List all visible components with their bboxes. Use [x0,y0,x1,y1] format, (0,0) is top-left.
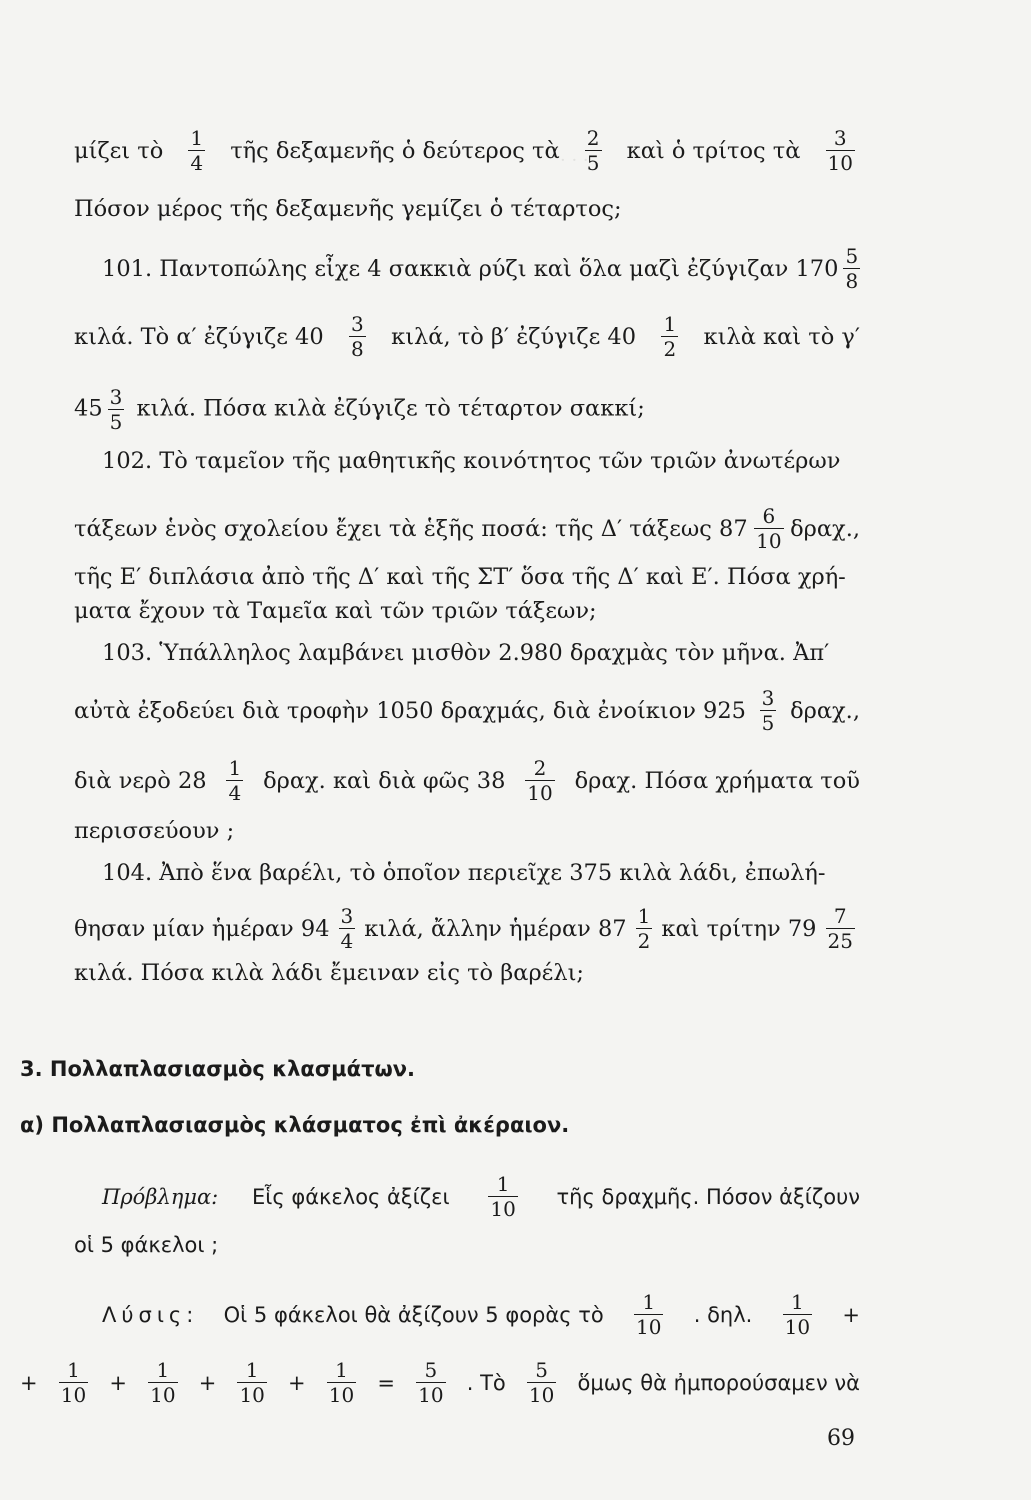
fraction: $\frac{3}{5}$ [109,385,123,434]
fraction: $\frac{1}{10}$ [636,1290,662,1339]
fraction: $\frac{1}{4}$ [228,756,242,805]
bleed-through-text: · · · [560,150,589,171]
text-line-4: κιλά. Τὸ α′ ἐζύγιζε 40 $\frac{3}{8}$ κιλά, τὸ β′ ἐζύγιζε 40 $\frac{1}{2}$ κιλὰ καὶ τὸ γ′ [74,312,860,361]
fraction: $\frac{2}{10}$ [527,756,553,805]
fraction: $\frac{1}{10}$ [60,1358,87,1407]
problem-statement-cont: οἱ 5 φάκελοι ; [74,1233,219,1257]
text-line-9: ματα ἔχουν τὰ Ταμεῖα καὶ τῶν τριῶν τάξεων; [74,598,597,624]
fraction: $\frac{5}{10}$ [528,1358,555,1407]
fraction: $\frac{1}{4}$ [190,126,204,175]
fraction: $\frac{1}{2}$ [663,312,677,361]
section-title: 3. Πολλαπλασιασμὸς κλασμάτων. [20,1057,416,1081]
text-line-13: περισσεύουν ; [74,818,235,844]
text-line-2: Πόσον μέρος τῆς δεξαμενῆς γεμίζει ὁ τέταρτος; [74,196,622,222]
problem-104: 104. Ἀπὸ ἕνα βαρέλι, τὸ ὁποῖον περιεῖχε 375 κιλὰ λάδι, ἐπωλή- [102,860,826,886]
problem-102: 102. Τὸ ταμεῖον τῆς μαθητικῆς κοινότητος τῶν τριῶν ἀνωτέρων [102,448,841,474]
fraction: $\frac{1}{2}$ [637,904,651,953]
problem-101: 101. Παντοπώλης εἶχε 4 σακκιὰ ρύζι καὶ ὅλα μαζὶ ἐζύγιζαν 170 $\frac{5}{8}$ [102,244,859,293]
fraction: $\frac{1}{10}$ [328,1358,355,1407]
text-line-16: κιλά. Πόσα κιλὰ λάδι ἔμειναν εἰς τὸ βαρέλι; [74,960,584,986]
problem-statement: Πρόβλημα: Εἷς φάκελος ἀξίζει $\frac{1}{10}$ τῆς δραχμῆς. Πόσον ἀξίζουν [102,1172,860,1221]
fraction: $\frac{3}{10}$ [827,126,853,175]
solution-line-1: Λύσις: Οἱ 5 φάκελοι θὰ ἀξίζουν 5 φορὰς τὸ $\frac{1}{10}$ . δηλ. $\frac{1}{10}$ + [102,1290,860,1339]
fraction: $\frac{7}{25}$ [827,904,853,953]
text-line-7: τάξεων ἑνὸς σχολείου ἔχει τὰ ἑξῆς ποσά: τῆς Δ′ τάξεως 87 $\frac{6}{10}$ δραχ., [74,504,860,553]
fraction: $\frac{1}{10}$ [784,1290,811,1339]
solution-line-2: + $\frac{1}{10}$ + $\frac{1}{10}$ + $\frac{1}{10}$ + $\frac{1}{10}$ = $\frac{5}{10}$ . Τὸ $\frac{5}{10}$ ὅμως θὰ ἠμπορούσαμεν νὰ [20,1358,860,1407]
fraction: $\frac{3}{5}$ [761,686,775,735]
fraction: $\frac{2}{5}$ [586,126,600,175]
fraction: $\frac{6}{10}$ [756,504,782,553]
fraction: $\frac{1}{10}$ [150,1358,176,1407]
fraction: $\frac{1}{10}$ [490,1172,516,1221]
fraction: $\frac{1}{10}$ [239,1358,265,1407]
page-number: 69 [827,1426,855,1451]
text-line-12: διὰ νερὸ 28 $\frac{1}{4}$ δραχ. καὶ διὰ φῶς 38 $\frac{2}{10}$ δραχ. Πόσα χρήματα τοῦ [74,756,860,805]
problem-103: 103. Ὑπάλληλος λαμβάνει μισθὸν 2.980 δραχμὰς τὸν μῆνα. Ἀπ′ [102,640,830,666]
fraction: $\frac{3}{4}$ [340,904,354,953]
fraction: $\frac{5}{8}$ [845,244,859,293]
subsection-title: α) Πολλαπλασιασμὸς κλάσματος ἐπὶ ἀκέραιον. [20,1113,570,1137]
fraction: $\frac{5}{10}$ [418,1358,444,1407]
text-line-11: αὐτὰ ἐξοδεύει διὰ τροφὴν 1050 δραχμάς, διὰ ἐνοίκιον 925 $\frac{3}{5}$ δραχ., [74,686,860,735]
text-line-1: μίζει τὸ $\frac{1}{4}$ τῆς δεξαμενῆς ὁ δεύτερος τὰ $\frac{2}{5}$ καὶ ὁ τρίτος τὰ $\frac{3}{10}$ [74,126,853,175]
text-line-5: 45 $\frac{3}{5}$ κιλά. Πόσα κιλὰ ἐζύγιζε τὸ τέταρτον σακκί; [74,385,645,434]
fraction: $\frac{3}{8}$ [351,312,364,361]
text-line-15: θησαν μίαν ἡμέραν 94 $\frac{3}{4}$ κιλά, ἄλλην ἡμέραν 87 $\frac{1}{2}$ καὶ τρίτην 79 $\frac{7}{25}$ [74,904,853,953]
text-line-8: τῆς Ε′ διπλάσια ἀπὸ τῆς Δ′ καὶ τῆς ΣΤ′ ὅσα τῆς Δ′ καὶ Ε′. Πόσα χρή- [74,564,846,590]
